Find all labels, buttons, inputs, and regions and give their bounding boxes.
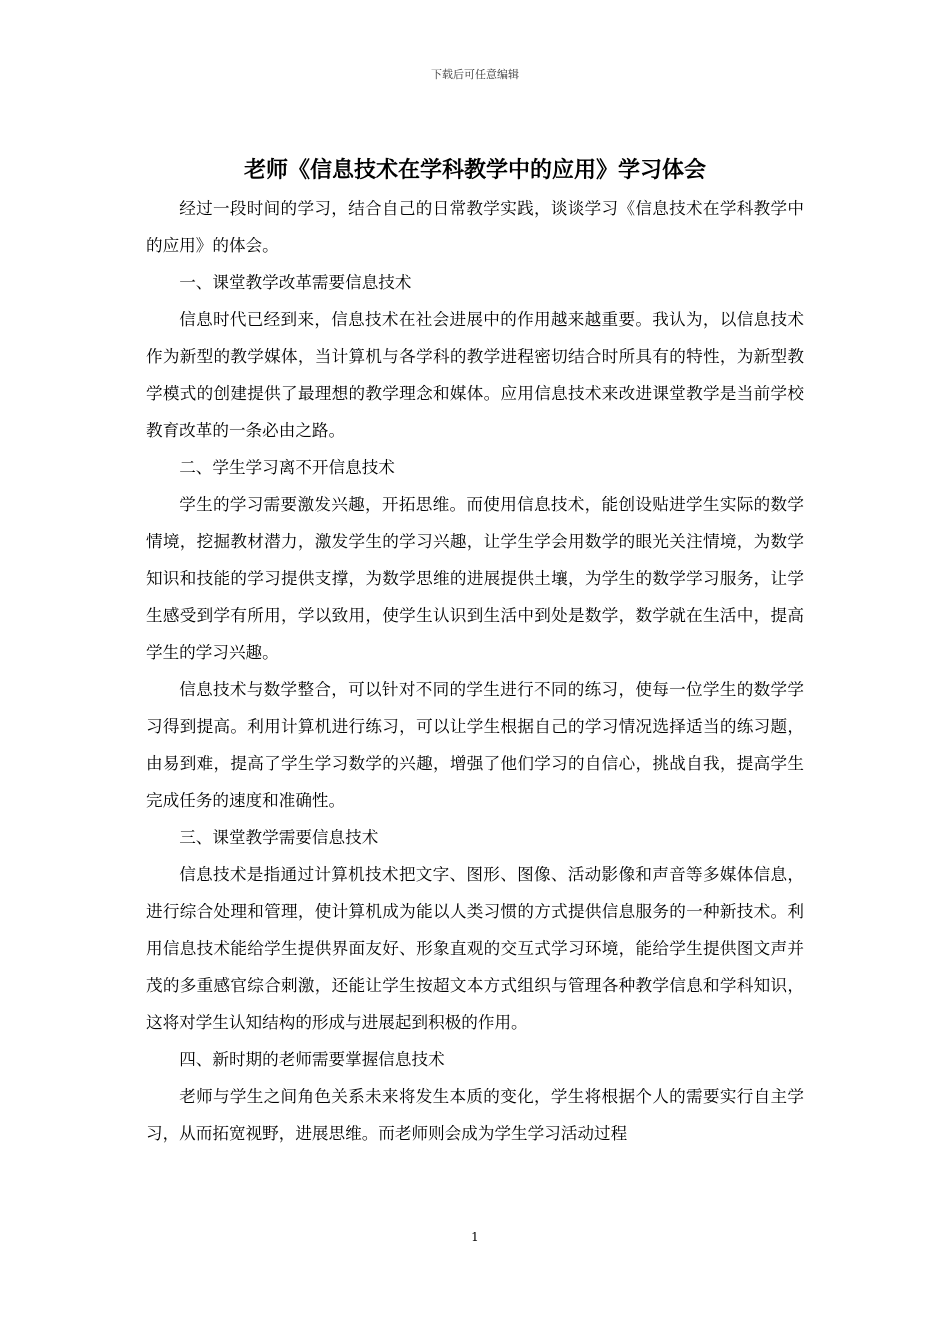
paragraph: 信息技术与数学整合，可以针对不同的学生进行不同的练习，使每一位学生的数学学习得到提高。利用计算机进行练习，可以让学生根据自己的学习情况选择适当的练习题，由易到难，提高了学生学习数学的兴趣，增强了他们学习的自信心，挑战自我，提高学生完成任务的速度和准确性。 bbox=[146, 680, 804, 810]
page-header: 下载后可任意编辑 bbox=[431, 68, 519, 81]
section-heading-1: 一、课堂教学改革需要信息技术 bbox=[179, 273, 412, 292]
section-heading-3: 三、课堂教学需要信息技术 bbox=[179, 828, 379, 847]
paragraph: 学生的学习需要激发兴趣，开拓思维。而使用信息技术，能创设贴进学生实际的数学情境，挖掘教材潜力，激发学生的学习兴趣，让学生学会用数学的眼光关注情境，为数学知识和技能的学习提供支撑，为数学思维的进展提供土壤，为学生的数学学习服务，让学生感受到学有所用，学以致用，使学生认识到生活中到处是数学，数学就在生活中，提高学生的学习兴趣。 bbox=[146, 495, 804, 662]
paragraph: 老师与学生之间角色关系未来将发生本质的变化，学生将根据个人的需要实行自主学习，从而拓宽视野，进展思维。而老师则会成为学生学习活动过程 bbox=[146, 1087, 804, 1143]
page-number: 1 bbox=[471, 1230, 479, 1244]
document-title: 老师《信息技术在学科教学中的应用》学习体会 bbox=[243, 157, 706, 183]
paragraph: 信息技术是指通过计算机技术把文字、图形、图像、活动影像和声音等多媒体信息，进行综合处理和管理，使计算机成为能以人类习惯的方式提供信息服务的一种新技术。利用信息技术能给学生提供界面友好、形象直观的交互式学习环境，能给学生提供图文声并茂的多重感官综合刺激，还能让学生按超文本方式组织与管理各种教学信息和学科知识，这将对学生认知结构的形成与进展起到积极的作用。 bbox=[146, 865, 804, 1032]
section-heading-2: 二、学生学习离不开信息技术 bbox=[179, 458, 395, 477]
paragraph-intro: 经过一段时间的学习，结合自己的日常教学实践，谈谈学习《信息技术在学科教学中的应用》的体会。 bbox=[146, 199, 804, 255]
document-body bbox=[146, 150, 804, 1152]
section-heading-4: 四、新时期的老师需要掌握信息技术 bbox=[179, 1050, 445, 1069]
paragraph: 信息时代已经到来，信息技术在社会进展中的作用越来越重要。我认为，以信息技术作为新型的教学媒体，当计算机与各学科的教学进程密切结合时所具有的特性，为新型教学模式的创建提供了最理想的教学理念和媒体。应用信息技术来改进课堂教学是当前学校教育改革的一条必由之路。 bbox=[146, 310, 804, 440]
